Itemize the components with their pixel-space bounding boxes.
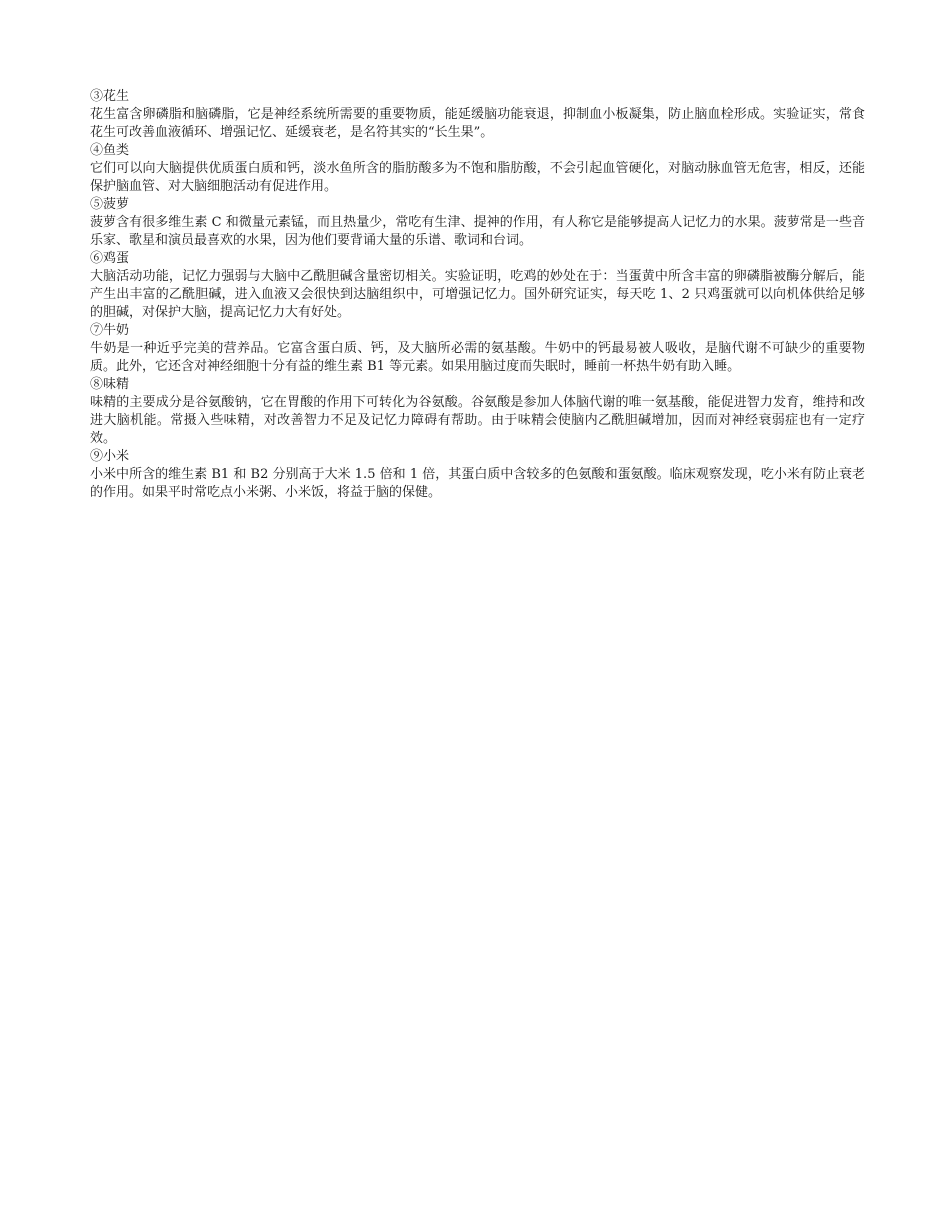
section-body: 它们可以向大脑提供优质蛋白质和钙，淡水鱼所含的脂肪酸多为不饱和脂肪酸，不会引起血管硬化，对脑动脉血管无危害，相反，还能保护脑血管、对大脑细胞活动有促进作用。 xyxy=(90,161,865,194)
section-egg xyxy=(90,250,865,322)
section-body: 菠萝含有很多维生素 C 和微量元素锰，而且热量少，常吃有生津、提神的作用，有人称它是能够提高人记忆力的水果。菠萝常是一些音乐家、歌星和演员最喜欢的水果，因为他们要背诵大量的乐谱、歌词和台词。 xyxy=(90,215,865,248)
section-title: ⑦牛奶 xyxy=(90,323,130,338)
section-title: ⑧味精 xyxy=(90,377,130,392)
section-body: 小米中所含的维生素 B1 和 B2 分别高于大米 1.5 倍和 1 倍，其蛋白质中含较多的色氨酸和蛋氨酸。临床观察发现，吃小米有防止衰老的作用。如果平时常吃点小米粥、小米饭，将益于脑的保健。 xyxy=(90,467,865,500)
section-fish xyxy=(90,142,865,196)
section-title: ⑤菠萝 xyxy=(90,197,130,212)
section-body: 花生富含卵磷脂和脑磷脂，它是神经系统所需要的重要物质，能延缓脑功能衰退，抑制血小板凝集，防止脑血栓形成。实验证实，常食花生可改善血液循环、增强记忆、延缓衰老，是名符其实的“长生果”。 xyxy=(90,107,865,140)
section-title: ⑨小米 xyxy=(90,449,130,464)
section-body: 味精的主要成分是谷氨酸钠，它在胃酸的作用下可转化为谷氨酸。谷氨酸是参加人体脑代谢的唯一氨基酸，能促进智力发育，维持和改进大脑机能。常摄入些味精，对改善智力不足及记忆力障碍有帮助。由于味精会使脑内乙酰胆碱增加，因而对神经衰弱症也有一定疗效。 xyxy=(90,395,865,446)
section-body: 大脑活动功能，记忆力强弱与大脑中乙酰胆碱含量密切相关。实验证明，吃鸡的妙处在于：当蛋黄中所含丰富的卵磷脂被酶分解后，能产生出丰富的乙酰胆碱，进入血液又会很快到达脑组织中，可增强记忆力。国外研究证实，每天吃 1、2 只鸡蛋就可以向机体供给足够的胆碱，对保护大脑，提高记忆力大有好处。 xyxy=(90,269,865,320)
document-page xyxy=(90,88,865,502)
section-peanut xyxy=(90,88,865,142)
section-msg xyxy=(90,376,865,448)
section-body: 牛奶是一种近乎完美的营养品。它富含蛋白质、钙，及大脑所必需的氨基酸。牛奶中的钙最易被人吸收，是脑代谢不可缺少的重要物质。此外，它还含对神经细胞十分有益的维生素 B1 等元素。如果用脑过度而失眠时，睡前一杯热牛奶有助入睡。 xyxy=(90,341,865,374)
section-title: ④鱼类 xyxy=(90,143,130,158)
section-milk xyxy=(90,322,865,376)
section-pineapple xyxy=(90,196,865,250)
section-millet xyxy=(90,448,865,502)
section-title: ⑥鸡蛋 xyxy=(90,251,130,266)
section-title: ③花生 xyxy=(90,89,130,104)
